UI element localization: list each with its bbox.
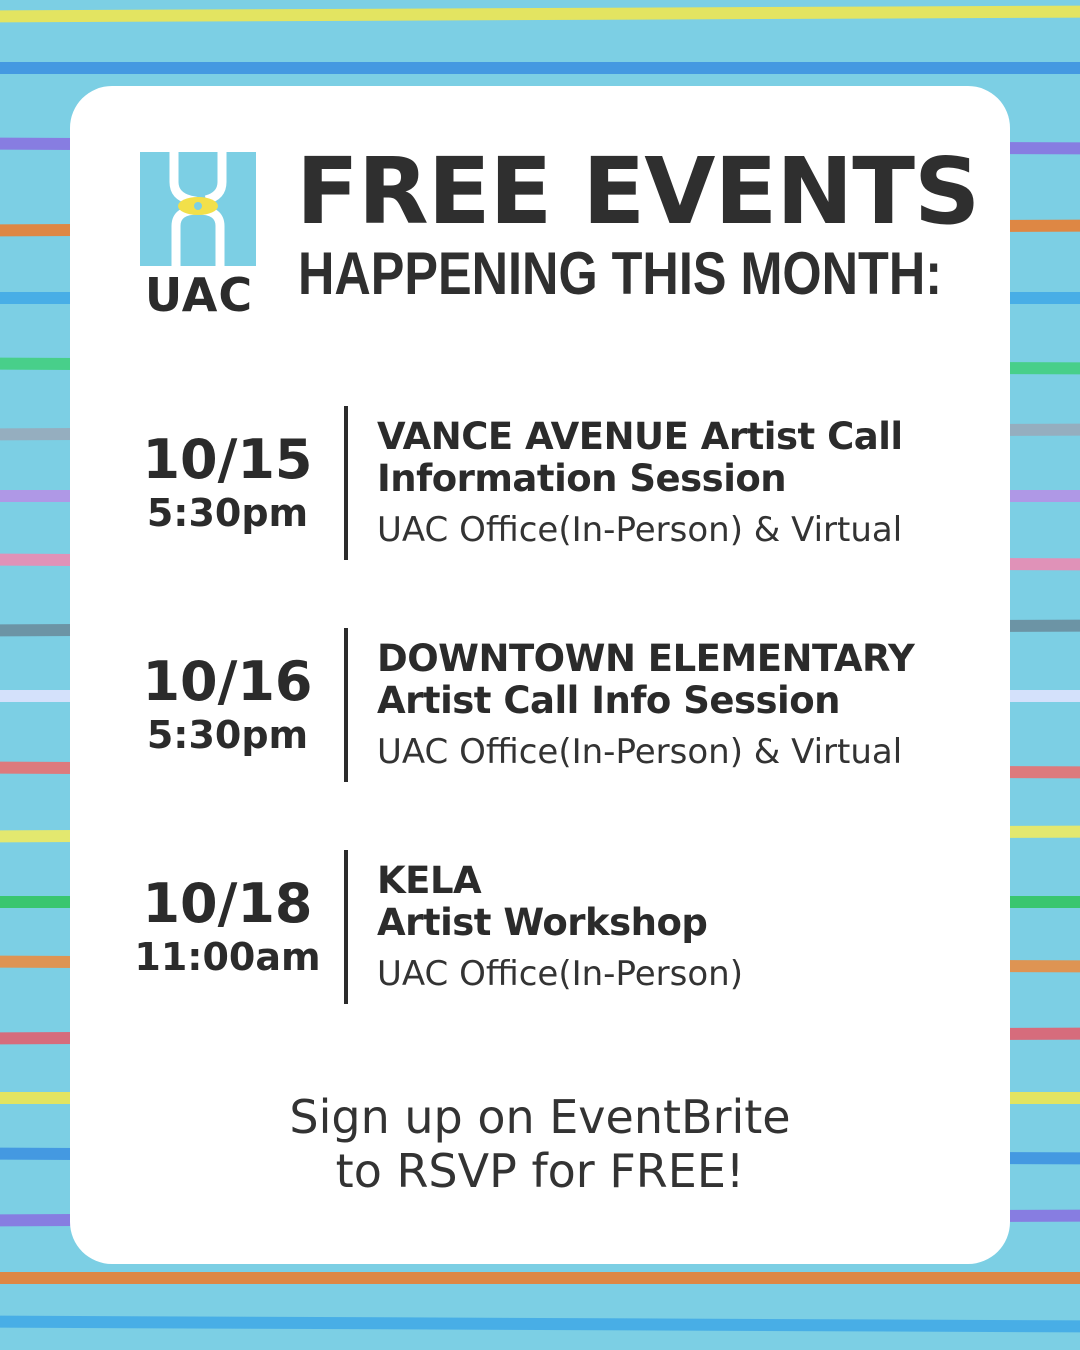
event-title-line1: VANCE AVENUE Artist Call (377, 415, 903, 458)
event-location: UAC Office(In-Person) (377, 954, 743, 994)
uac-logo (140, 152, 258, 322)
event-title-line2: Information Session (377, 457, 787, 500)
event-date-block (100, 652, 355, 758)
event-title-line2: Artist Workshop (377, 901, 708, 944)
event-item (100, 406, 980, 566)
event-title-line1: DOWNTOWN ELEMENTARY (377, 637, 915, 680)
background-stripe (0, 62, 1080, 74)
event-info (377, 860, 977, 996)
rsvp-call-to-action (100, 1090, 980, 1198)
cta-line1: Sign up on EventBrite (289, 1090, 791, 1144)
event-time: 11:00am (134, 935, 321, 979)
event-date-block (100, 430, 355, 536)
background-stripe (0, 1316, 1080, 1333)
event-time: 5:30pm (146, 713, 309, 757)
event-item (100, 628, 980, 788)
logo-mark-icon (140, 152, 256, 266)
event-info (377, 416, 977, 552)
cta-line2: to RSVP for FREE! (335, 1144, 745, 1198)
event-title-line1: KELA (377, 859, 482, 902)
logo-text: UAC (144, 268, 254, 322)
event-date-block (100, 874, 355, 980)
event-divider (344, 406, 348, 560)
event-location: UAC Office(In-Person) & Virtual (377, 732, 903, 772)
event-time: 5:30pm (146, 491, 309, 535)
background-stripe (0, 6, 1080, 23)
event-divider (344, 850, 348, 1004)
event-date: 10/18 (142, 872, 313, 935)
event-date: 10/15 (142, 428, 313, 491)
event-date: 10/16 (142, 650, 313, 713)
page-title: FREE EVENTS (296, 138, 980, 245)
event-info (377, 638, 977, 774)
event-location: UAC Office(In-Person) & Virtual (377, 510, 903, 550)
page-subtitle: HAPPENING THIS MONTH: (298, 240, 943, 307)
event-divider (344, 628, 348, 782)
background-stripe (0, 1272, 1080, 1284)
event-title-line2: Artist Call Info Session (377, 679, 840, 722)
event-item (100, 850, 980, 1010)
